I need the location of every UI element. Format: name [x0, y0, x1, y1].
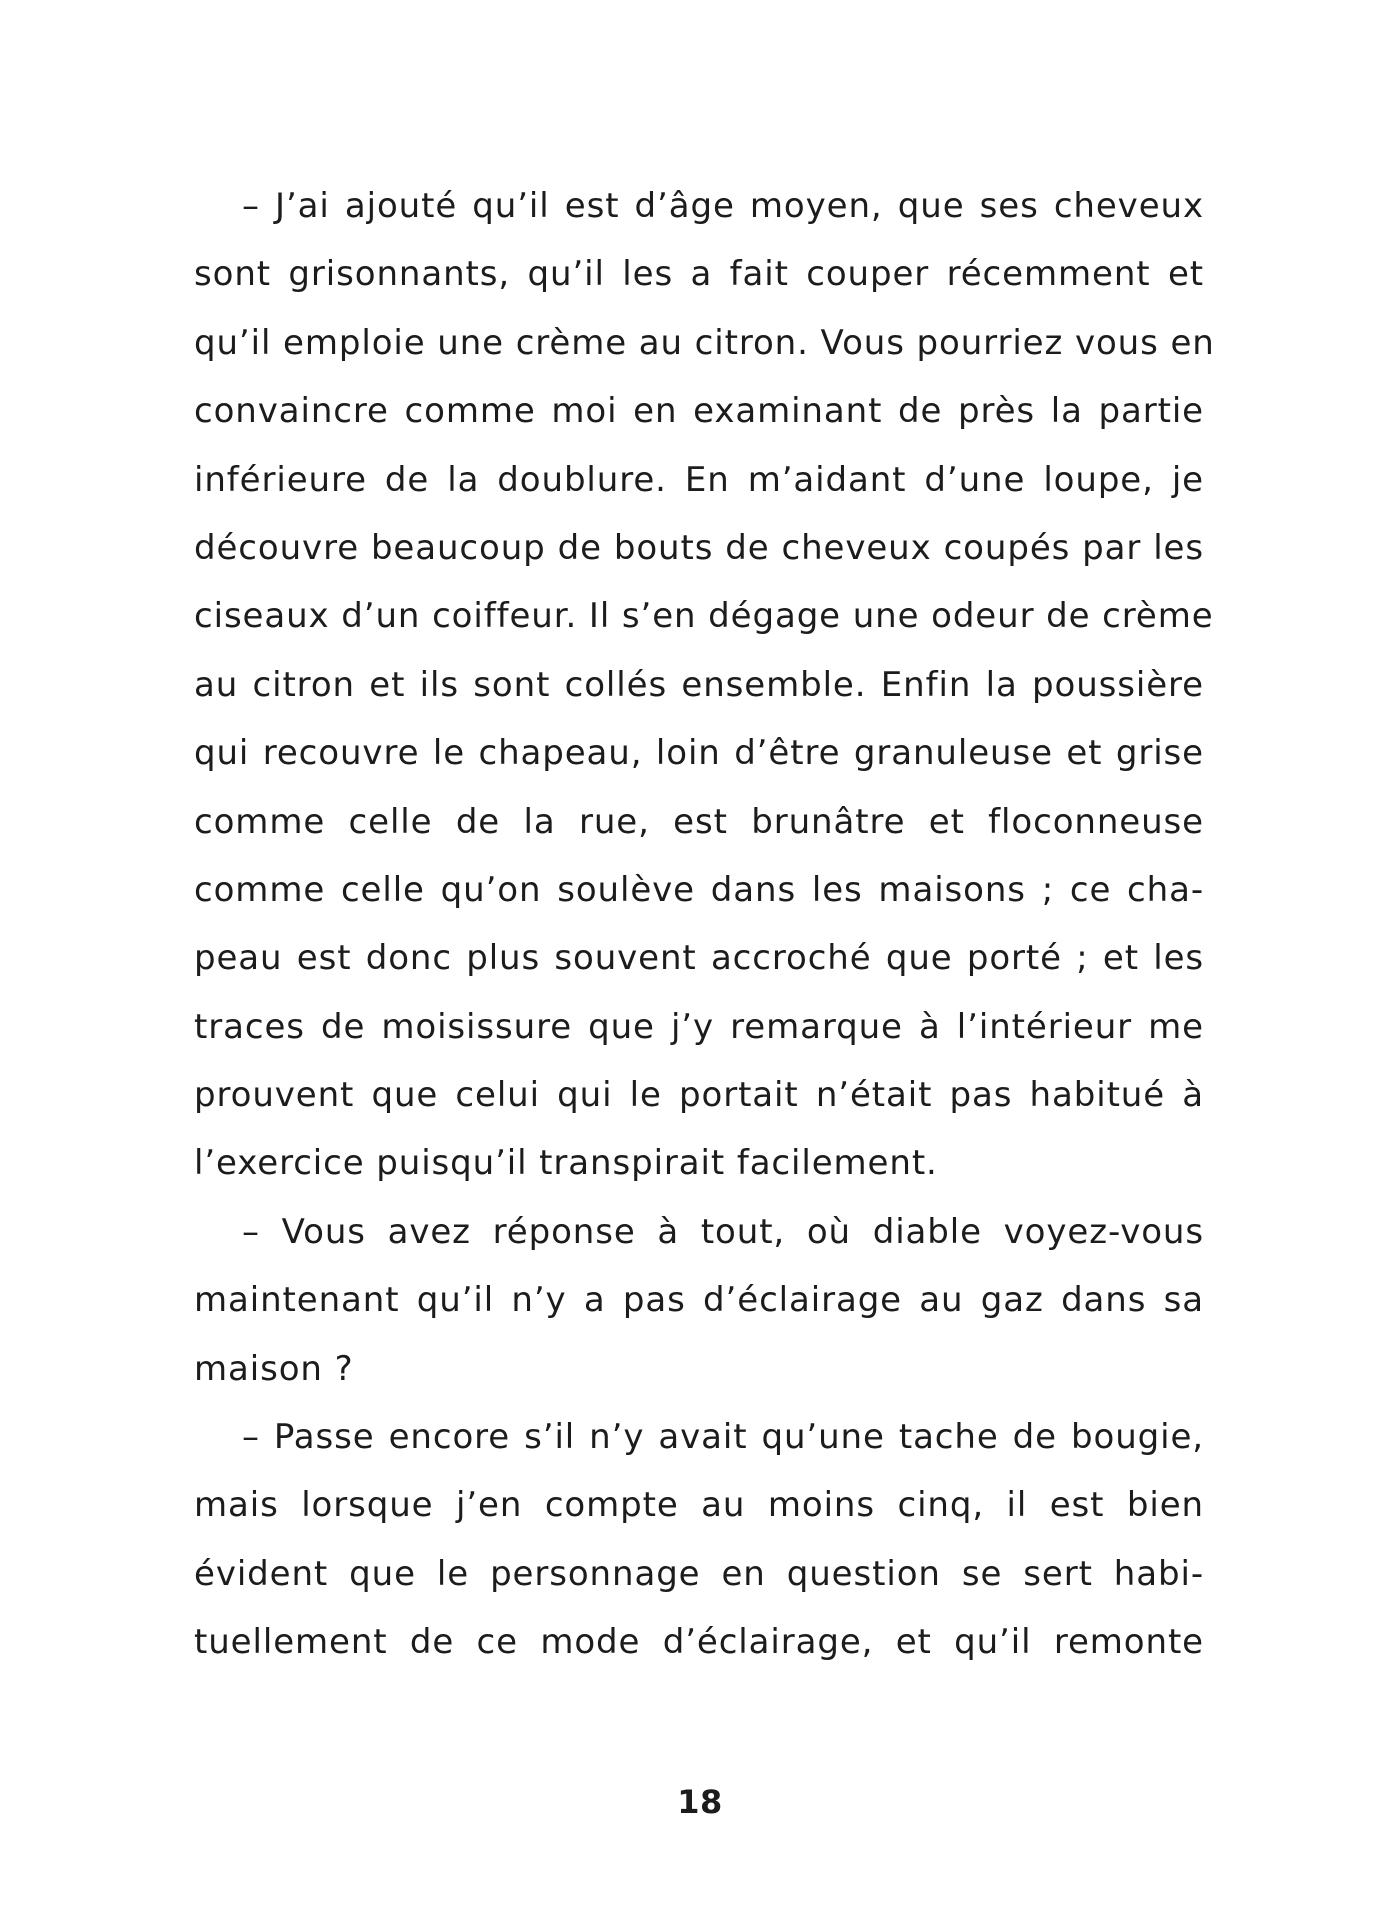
text-line: maison ?: [194, 1348, 354, 1389]
text-line: l’exercice puisqu’il transpirait facilement.: [194, 1143, 938, 1184]
text-line: – J’ai ajouté qu’il est d’âge moyen, que ses cheveux: [242, 186, 1204, 226]
text-line: comme celle de la rue, est brunâtre et floconneuse: [194, 801, 1204, 842]
text-line: mais lorsque j’en compte au moins cinq, il est bien: [194, 1485, 1204, 1526]
text-line: – Vous avez réponse à tout, où diable voyez-vous: [242, 1211, 1204, 1252]
text-line: ciseaux d’un coiffeur. Il s’en dégage une odeur de crème: [194, 596, 1214, 637]
text-line: inférieure de la doublure. En m’aidant d’une loupe, je: [194, 459, 1204, 500]
text-line: qui recouvre le chapeau, loin d’être granuleuse et grise: [194, 733, 1204, 774]
text-line: – Passe encore s’il n’y avait qu’une tache de bougie,: [242, 1417, 1204, 1458]
text-line: qu’il emploie une crème au citron. Vous pourriez vous en: [194, 322, 1215, 363]
page-number: 18: [677, 1783, 723, 1821]
text-line: au citron et ils sont collés ensemble. Enfin la poussière: [194, 664, 1204, 705]
text-line: maintenant qu’il n’y a pas d’éclairage au gaz dans sa: [194, 1280, 1204, 1321]
text-line: évident que le personnage en question se sert habi-: [194, 1553, 1204, 1594]
text-line: convaincre comme moi en examinant de près la partie: [194, 391, 1204, 432]
text-line: découvre beaucoup de bouts de cheveux coupés par les: [194, 527, 1204, 568]
text-line: tuellement de ce mode d’éclairage, et qu’il remonte: [194, 1622, 1204, 1663]
body-text: [194, 172, 1215, 1677]
text-line: comme celle qu’on soulève dans les maisons ; ce cha-: [194, 869, 1204, 910]
text-line: peau est donc plus souvent accroché que porté ; et les: [194, 938, 1204, 979]
text-line: prouvent que celui qui le portait n’était pas habitué à: [194, 1075, 1204, 1116]
text-line: sont grisonnants, qu’il les a fait couper récemment et: [194, 254, 1204, 295]
text-line: traces de moisissure que j’y remarque à l’intérieur me: [194, 1006, 1204, 1047]
